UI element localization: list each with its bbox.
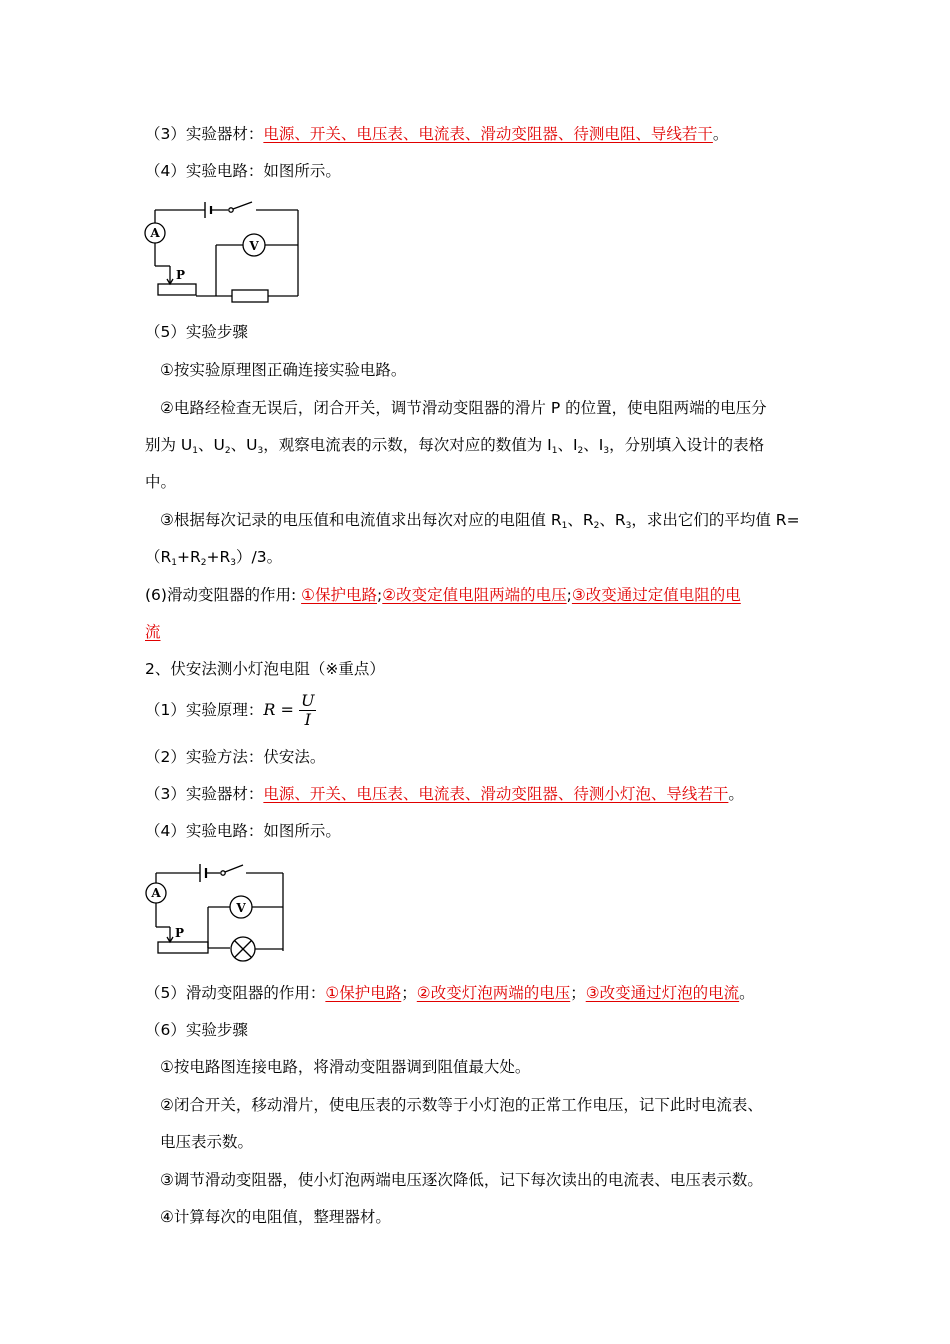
sec1-step2-line3: 中。 [145,473,177,491]
text: ，观察电流表的示数，每次对应的数值为 I [263,436,552,454]
period: 。 [712,125,729,143]
circuit-diagram-bulb [140,855,295,965]
role-answer-2: ②改变灯泡两端的电压 [416,984,571,1002]
text: ，求出它们的平均值 R= [631,511,800,529]
text: 、R [599,511,626,529]
voltmeter-label: V [236,901,246,915]
ammeter-label: A [150,226,160,240]
ammeter-label: A [151,886,161,900]
formula-denominator: I [304,710,311,729]
role-answer-3: ③改变通过灯泡的电流 [585,984,740,1002]
text: 、I [557,436,578,454]
circuit-diagram-resistor [140,195,305,305]
subscript: 2 [224,446,231,456]
sec1-step2-line1: ②电路经检查无误后，闭合开关，调节滑动变阻器的滑片 P 的位置，使电阻两端的电压分 [160,399,767,417]
sec2-step4: ④计算每次的电阻值，整理器材。 [160,1208,391,1226]
text: 别为 U [145,436,193,454]
sec1-step1: ①按实验原理图正确连接实验电路。 [160,361,407,379]
sec1-step3-line1 [160,510,800,536]
role-answer-1: ①保护电路 [325,984,402,1002]
text: +R [177,548,201,566]
subscript: 3 [257,446,264,456]
separator: ; [566,586,572,604]
sec2-equipment-answer: 电源、开关、电压表、电流表、滑动变阻器、待测小灯泡、导线若干 [263,785,729,803]
subscript: 1 [171,558,178,568]
sec2-step2-line1: ②闭合开关，移动滑片，使电压表的示数等于小灯泡的正常工作电压，记下此时电流表、 [160,1096,763,1114]
role-answer-2: ②改变定值电阻两端的电压 [382,586,567,604]
period: 。 [739,984,755,1002]
separator: ； [401,984,417,1002]
formula-R: R [263,700,276,719]
text: ）/3。 [236,548,283,566]
sec1-equipment-label: （3）实验器材： [145,125,264,143]
subscript: 2 [577,446,584,456]
text: 、I [583,436,604,454]
sec2-principle-label: （1）实验原理： [145,701,264,719]
sec1-steps-label: （5）实验步骤 [145,323,248,341]
sec1-circuit-label: （4）实验电路：如图所示。 [145,162,341,180]
period: 。 [728,785,744,803]
formula-fraction [299,693,316,728]
text: 、R [567,511,594,529]
sec2-circuit-label: （4）实验电路：如图所示。 [145,822,341,840]
text: （R [145,548,172,566]
sec2-step3: ③调节滑动变阻器，使小灯泡两端电压逐次降低，记下每次读出的电流表、电压表示数。 [160,1171,763,1189]
sec1-equipment-line [145,124,728,144]
sec2-principle-line [145,690,316,730]
sec2-rheostat-role-line [145,983,755,1003]
sec1-rheostat-role-line1 [145,585,741,605]
sec1-step2-line2 [145,435,764,461]
subscript: 1 [551,446,558,456]
separator: ; [377,586,383,604]
formula-numerator: U [301,691,315,710]
sec1-step3-line2 [145,547,282,573]
text: ，分别填入设计的表格 [609,436,765,454]
subscript: 3 [603,446,610,456]
voltmeter-label: V [249,239,259,253]
sec2-step2-line2: 电压表示数。 [160,1133,254,1151]
text: 、U [198,436,225,454]
role-answer-1: ①保护电路 [301,586,378,604]
text: +R [206,548,231,566]
sec2-heading: 2、伏安法测小灯泡电阻（※重点） [145,660,385,678]
separator: ； [570,984,586,1002]
sec2-step1: ①按电路图连接电路，将滑动变阻器调到阻值最大处。 [160,1058,531,1076]
sec1-role-label: (6)滑动变阻器的作用: [145,586,302,604]
subscript: 2 [200,558,207,568]
subscript: 3 [230,558,237,568]
formula-equals: = [275,700,299,719]
text: ③根据每次记录的电压值和电流值求出每次对应的电阻值 R [160,511,562,529]
slider-label: P [175,926,185,940]
sec2-method: （2）实验方法：伏安法。 [145,748,326,766]
sec1-equipment-answer: 电源、开关、电压表、电流表、滑动变阻器、待测电阻、导线若干 [263,125,713,143]
role-answer-3: ③改变通过定值电阻的电 [571,586,741,604]
sec2-steps-label: （6）实验步骤 [145,1021,248,1039]
subscript: 1 [561,521,568,531]
subscript: 2 [593,521,600,531]
sec2-equipment-line [145,784,744,804]
subscript: 1 [192,446,199,456]
subscript: 3 [625,521,632,531]
sec2-role-label: （5）滑动变阻器的作用： [145,984,326,1002]
text: 、U [230,436,258,454]
slider-label: P [176,268,186,282]
role-answer-3-cont: 流 [145,623,161,641]
sec1-rheostat-role-line2 [145,622,161,642]
sec2-equipment-label: （3）实验器材： [145,785,264,803]
